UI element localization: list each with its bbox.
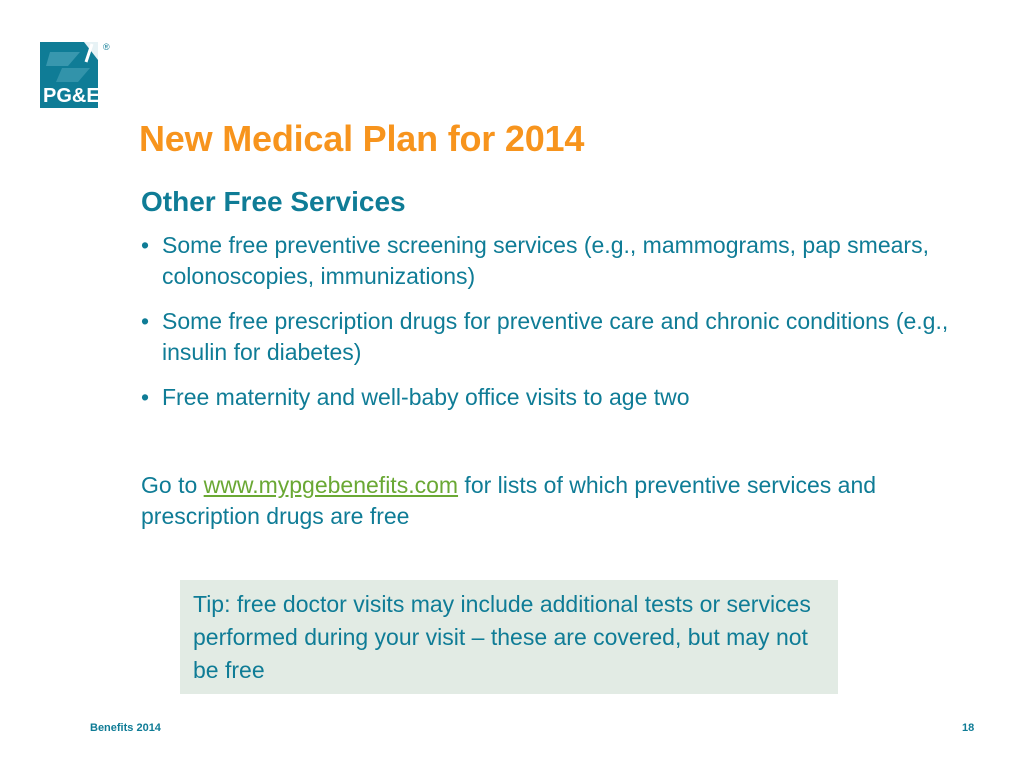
tip-box [180,580,838,694]
slide-title: New Medical Plan for 2014 [139,118,585,159]
bullet-list [141,230,971,427]
goto-prefix: Go to [141,472,204,498]
bullet-text: Some free prescription drugs for preventive care and chronic conditions (e.g., insulin for diabetes) [162,308,949,365]
tip-text: Tip: free doctor visits may include additional tests or services performed during your visit – these are covered, but may not be free [193,591,811,683]
logo-text: PG&E [43,85,100,107]
goto-suffix: for lists of which preventive services and prescription drugs are free [141,472,877,529]
bullet-text: Some free preventive screening services (e.g., mammograms, pap smears, colonoscopies, immunizations) [162,232,929,289]
bullet-text: Free maternity and well-baby office visits to age two [162,384,690,410]
goto-paragraph [141,470,961,532]
bullet-icon: • [141,308,150,334]
bullet-icon: • [141,232,150,258]
bullet-icon: • [141,384,150,410]
page-number: 18 [962,722,975,734]
bullet-item [141,382,971,413]
bullet-item [141,230,971,292]
registered-mark: ® [103,42,110,52]
slide-subtitle: Other Free Services [141,186,406,217]
benefits-link[interactable]: www.mypgebenefits.com [203,472,459,498]
pge-logo [40,42,112,108]
pge-logo-icon [40,42,112,108]
bullet-item [141,306,971,368]
footer-label: Benefits 2014 [90,722,161,734]
